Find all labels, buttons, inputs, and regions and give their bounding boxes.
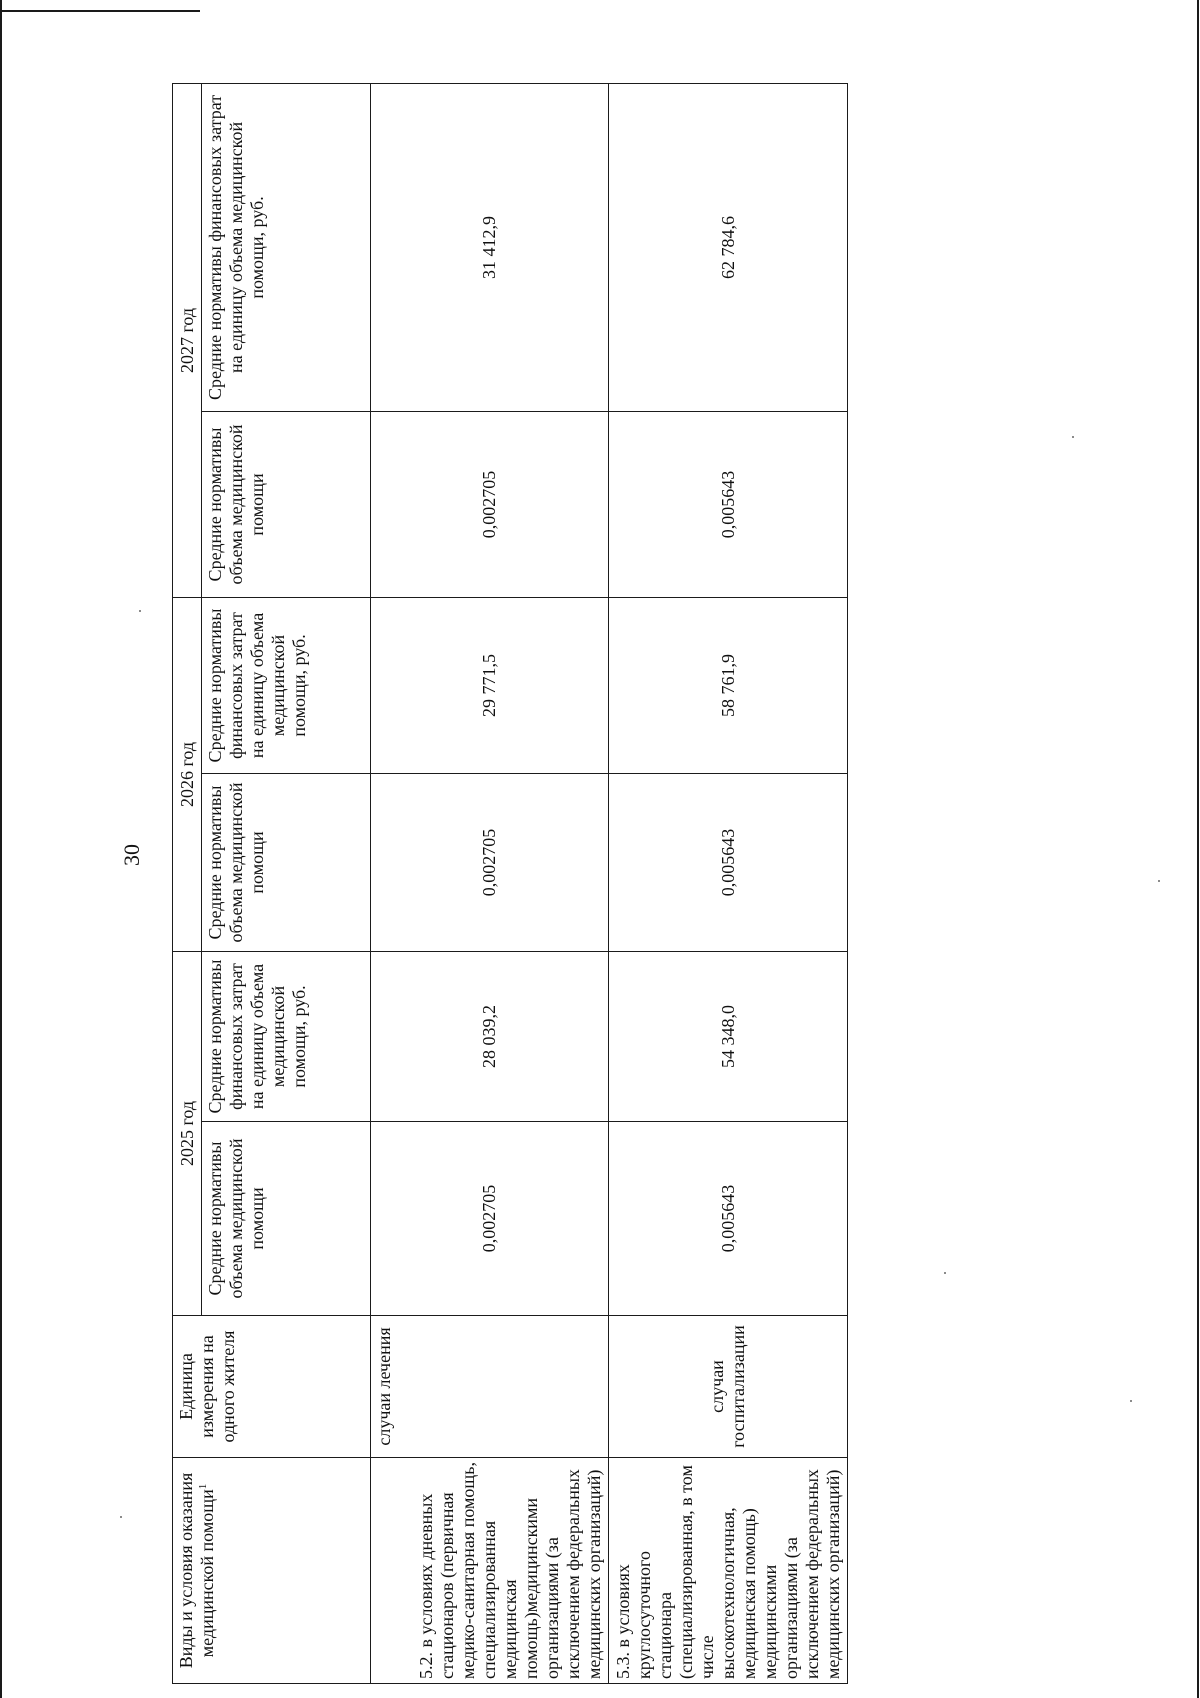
scan-speck [944,1272,946,1274]
header-volume-2025: Средние нормативы объема медицинской помощи [202,1122,370,1316]
row-cost-2027: 62 784,6 [609,83,848,411]
row-volume-2026: 0,002705 [370,773,609,951]
medical-care-norms-table [172,83,848,1684]
page-number: 30 [119,844,144,866]
row-cost-2025: 54 348,0 [609,951,848,1121]
rotated-table-frame [172,84,848,1684]
header-cost-2026: Средние нормативы финансовых затрат на единицу объема медицинской помощи, руб. [202,597,370,773]
row-volume-2027: 0,005643 [609,411,848,597]
row-unit: случаи госпитализации [609,1316,848,1458]
header-cost-2027: Средние нормативы финансовых затрат на единицу объема медицинской помощи, руб. [202,83,370,411]
row-unit: случаи лечения [370,1316,609,1458]
row-cost-2026: 58 761,9 [609,597,848,773]
row-volume-2027: 0,002705 [370,411,609,597]
header-cost-2025: Средние нормативы финансовых затрат на единицу объема медицинской помощи, руб. [202,951,370,1121]
scan-edge-top [0,10,200,12]
header-kind-text: Виды и условия оказания медицинской помощи [176,1472,217,1669]
row-cost-2026: 29 771,5 [370,597,609,773]
row-volume-2026: 0,005643 [609,773,848,951]
scan-edge-right [1197,0,1199,1698]
header-year-2026: 2026 год [173,597,202,951]
row-volume-2025: 0,002705 [370,1122,609,1316]
scan-edge-left [0,0,2,1698]
row-cost-2027: 31 412,9 [370,83,609,411]
scan-speck [139,610,141,612]
scan-speck [120,1516,122,1518]
header-kind [173,1458,371,1684]
header-row-years [173,83,202,1683]
header-kind-footnote: 1 [197,1483,209,1490]
row-cost-2025: 28 039,2 [370,951,609,1121]
header-volume-2026: Средние нормативы объема медицинской помощи [202,773,370,951]
table-row [370,83,609,1683]
scan-speck [1072,436,1074,438]
table-row [609,83,848,1683]
header-unit: Единица измерения на одного жителя [173,1316,371,1458]
row-kind: 5.3. в условиях круглосуточного стационара (специализированная, в том числе высокотехнологичная, медицинская помощь) медицинскими организациями (за исключением федеральных медицинских организаций) [609,1458,848,1684]
header-year-2027: 2027 год [173,83,202,597]
row-kind: 5.2. в условиях дневных стационаров (первичная медико-санитарная помощь, специализированная медицинская помощь)медицинскими организациями (за исключением федеральных медицинских организаций) [370,1458,609,1684]
row-volume-2025: 0,005643 [609,1122,848,1316]
scan-speck [1130,1400,1132,1402]
scan-speck [1158,880,1160,882]
header-year-2025: 2025 год [173,951,202,1315]
header-volume-2027: Средние нормативы объема медицинской помощи [202,411,370,597]
